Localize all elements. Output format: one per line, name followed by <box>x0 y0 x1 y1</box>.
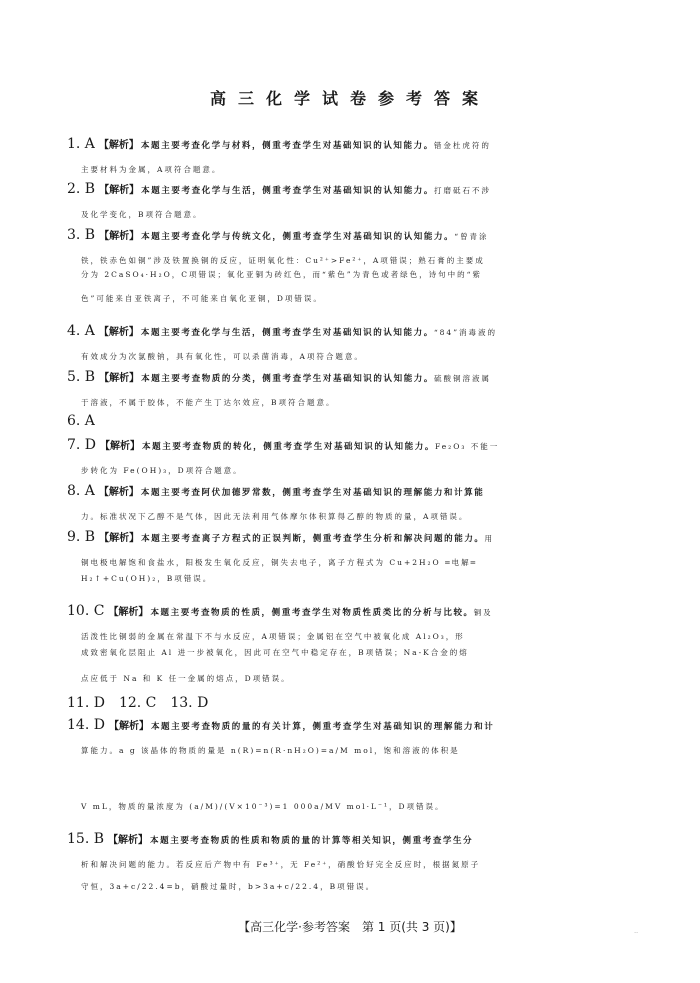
answer-item <box>67 268 667 282</box>
answer-explanation-line: 成致密氧化层阻止 Al 进一步被氧化，因此可在空气中稳定存在，B项错误；Na-K合金的熔 <box>81 648 469 657</box>
answer-tag: 【解析】 <box>99 373 140 384</box>
answer-item <box>67 530 667 570</box>
answer-explanation-line: 活泼性比铜弱的金属在常温下不与水反应，A项错误；金属铝在空气中被氧化成 Al₂O₃，形 <box>81 632 465 641</box>
answer-tag: 【解析】 <box>98 487 139 498</box>
answer-explanation-line: H₂↑+Cu(OH)₂，B项错误。 <box>81 574 213 583</box>
answer-rest: 铜及 <box>473 608 493 617</box>
answer-lead: 本题主要考查物质的性质和物质的量的计算等相关知识，侧重考查学生分 <box>150 836 474 846</box>
answer-explanation-line: 色”可能来自亚铁离子，不可能来自氧化亚铜，D项错误。 <box>81 294 323 303</box>
answer-explanation-line: 步转化为 Fe(OH)₃，D项符合题意。 <box>81 466 243 475</box>
answer-num: 5. B <box>67 369 96 385</box>
answer-item <box>67 604 667 644</box>
answer-num: 14. D <box>67 717 105 733</box>
answer-explanation-line: 分为 2CaSO₄·H₂O，C项错误；氧化亚铜为砖红色，而“紫色”为青色或者绿色，诗句中的“紫 <box>81 270 482 279</box>
answer-explanation-line: V mL，物质的量浓度为 (a/M)/(V×10⁻³)=1 000a/MV mol·L⁻¹，D项错误。 <box>81 802 445 811</box>
answer-num: 7. D <box>67 437 97 453</box>
answer-explanation-line: 主要材料为金属，A项符合题意。 <box>81 165 222 174</box>
answer-explanation-line: 力。标准状况下乙醇不是气体，因此无法利用气体摩尔体积算得乙醇的物质的量，A项错误。 <box>81 512 469 521</box>
answer-num: 1. A <box>67 136 95 152</box>
answer-item <box>67 672 667 686</box>
answer-explanation-line: 铁，铁赤色如铜”涉及铁置换铜的反应，证明氧化性：Cu²⁺>Fe²⁺，A项错误；熟石膏的主要成 <box>81 256 485 265</box>
answer-tag: 【解析】 <box>98 140 139 151</box>
answer-lead: 本题主要考查离子方程式的正误判断，侧重考查学生分析和解决问题的能力。 <box>141 534 485 544</box>
page-title: 高三化学试卷参考答案 <box>209 89 490 108</box>
answer-lead: 本题主要考查物质的性质，侧重考查学生对物质性质类比的分析与比较。 <box>150 608 474 618</box>
answer-explanation-line: 铜电极电解饱和食盐水，阳极发生氧化反应，铜失去电子，离子方程式为 Cu+2H₂O ═电解═ <box>81 558 478 567</box>
answer-rest: “曾青涂 <box>454 232 489 241</box>
answer-item <box>67 292 667 306</box>
answer-num: 8. A <box>67 483 95 499</box>
answer-rest: 打磨砥石不涉 <box>434 186 492 195</box>
answer-item <box>67 646 667 660</box>
answer-item <box>67 572 667 586</box>
answer-num: 2. B <box>67 181 96 197</box>
answer-tag: 【解析】 <box>100 441 141 452</box>
answer-lead: 本题主要考查化学与材料，侧重考查学生对基础知识的认知能力。 <box>140 141 434 151</box>
answer-tag: 【解析】 <box>108 721 149 732</box>
answer-item <box>67 414 667 429</box>
answer-lead: 本题主要考查阿伏加德罗常数，侧重考查学生对基础知识的理解能力和计算能 <box>140 488 485 498</box>
answer-tag: 【解析】 <box>99 533 140 544</box>
answer-item <box>67 800 667 814</box>
answer-item <box>67 718 667 758</box>
answer-rest: 错金杜虎符的 <box>433 141 491 150</box>
answer-num: 11. D 12. C 13. D <box>67 695 209 711</box>
answer-lead: 本题主要考查物质的分类，侧重考查学生对基础知识的认知能力。 <box>141 374 435 384</box>
answer-explanation-line: 及化学变化，B项符合题意。 <box>81 210 203 219</box>
answer-item <box>67 137 667 177</box>
answer-tag: 【解析】 <box>108 607 149 618</box>
answer-rest: Fe₂O₃ 不能一 <box>434 442 500 451</box>
answer-lead: 本题主要考查化学与生活，侧重考查学生对基础知识的认知能力。 <box>140 328 434 338</box>
answer-item <box>67 228 667 268</box>
answer-item <box>67 182 667 222</box>
answer-tag: 【解析】 <box>99 185 140 196</box>
answer-item <box>67 324 667 364</box>
answer-explanation-line: 守恒，3a+c/22.4=b，硝酸过量时，b>3a+c/22.4，B项错误。 <box>81 882 376 891</box>
answer-explanation-line: 点应低于 Na 和 K 任一金属的熔点，D项错误。 <box>81 674 291 683</box>
answer-num: 4. A <box>67 323 95 339</box>
answer-lead: 本题主要考查物质的转化，侧重考查学生对基础知识的认知能力。 <box>142 442 435 452</box>
answer-tag: 【解析】 <box>98 327 139 338</box>
answer-item <box>67 696 667 711</box>
page-footer: 【高三化学·参考答案 第 1 页(共 3 页)】 <box>238 920 462 934</box>
answer-item <box>67 438 667 478</box>
answer-lead: 本题主要考查化学与生活，侧重考查学生对基础知识的认知能力。 <box>141 186 435 196</box>
corner-mark: ·· <box>634 930 638 937</box>
answer-rest: 硫酸铜溶液属 <box>434 374 492 383</box>
answer-tag: 【解析】 <box>108 835 149 846</box>
answer-item <box>67 832 667 872</box>
answer-explanation-line: 算能力。a g 该晶体的物质的量是 n(R)=n(R·nH₂O)=a/M mol，饱和溶液的体积是 <box>81 746 460 755</box>
answer-explanation-line: 有效成分为次氯酸钠，具有氧化性，可以杀菌消毒，A项符合题意。 <box>81 352 364 361</box>
answer-lead: 本题主要考查化学与传统文化，侧重考查学生对基础知识的认知能力。 <box>141 232 455 242</box>
answer-num: 10. C <box>67 603 105 619</box>
answer-rest: 用 <box>484 534 495 543</box>
answer-tag: 【解析】 <box>99 231 140 242</box>
answer-num: 6. A <box>67 413 95 429</box>
answer-num: 15. B <box>67 831 105 847</box>
answer-num: 9. B <box>67 529 96 545</box>
answer-explanation-line: 于溶液，不属于胶体，不能产生丁达尔效应，B项符合题意。 <box>81 398 336 407</box>
answer-num: 3. B <box>67 227 96 243</box>
answer-item <box>67 370 667 410</box>
answer-explanation-line: 析和解决问题的能力。若反应后产物中有 Fe³⁺，无 Fe²⁺，硝酸恰好完全反应时，根据氮原子 <box>81 860 481 869</box>
answer-lead: 本题主要考查物质的量的有关计算，侧重考查学生对基础知识的理解能力和计 <box>150 722 495 732</box>
answer-item <box>67 484 667 524</box>
answer-item <box>67 880 667 894</box>
answer-rest: “84”消毒液的 <box>433 328 498 337</box>
